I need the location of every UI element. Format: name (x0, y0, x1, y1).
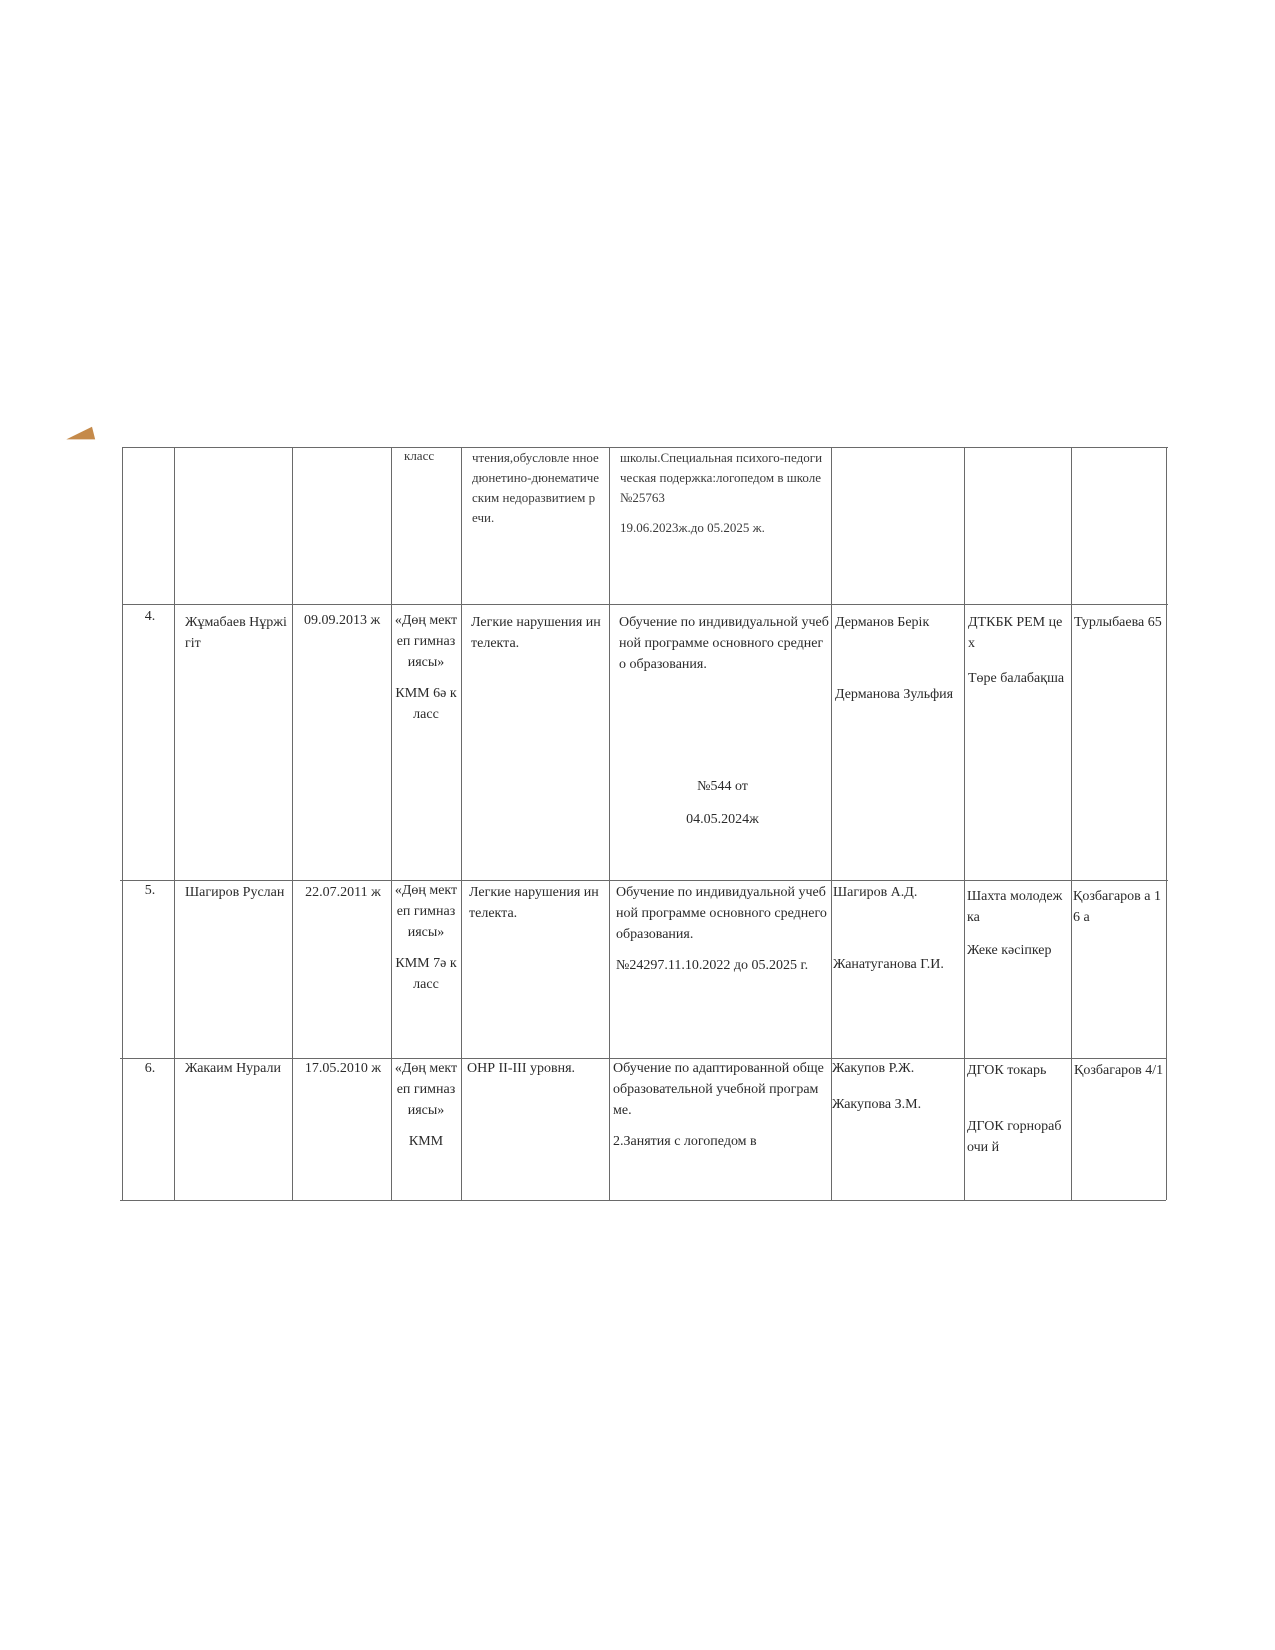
row5-parent2: Жанатуганова Г.И. (833, 957, 944, 972)
row4-parent1: Дерманов Берік (835, 615, 930, 630)
row5-program: Обучение по индивидуальной учебной программе основного среднего образования. №24297.11.10.2022 до 05.2025 г. (616, 885, 827, 973)
row6-parent1: Жакупов Р.Ж. (832, 1061, 915, 1076)
cont-diagnosis: чтения,обусловле нное дюнетино-дюнематическим недоразвитием речи. (472, 450, 600, 525)
row6-work2: ДГОК горнорабочи й (967, 1119, 1062, 1155)
row6-dob: 17.05.2010 ж (304, 1061, 382, 1076)
col-line-6 (831, 447, 832, 1200)
col-line-4 (461, 447, 462, 1200)
row5-school: «Дөң мектеп гимназ иясы» КММ 7ә класс (394, 883, 458, 992)
row4-work2: Төре балабақша (968, 671, 1065, 686)
row4-order: №544 от 04.05.2024ж (686, 779, 759, 827)
row5-parent1: Шагиров А.Д. (833, 885, 918, 900)
row5-address: Қозбагаров а 16 а (1073, 889, 1161, 925)
col-line-5 (609, 447, 610, 1200)
row6-number: 6. (144, 1061, 156, 1076)
row4-work1: ДТКБК РЕМ цех (968, 615, 1063, 651)
col-line-2 (292, 447, 293, 1200)
row-divider-5 (120, 880, 1168, 881)
row4-number: 4. (144, 609, 156, 624)
row4-address: Турлыбаева 65 (1074, 615, 1162, 630)
col-line-1 (174, 447, 175, 1200)
row-divider-4 (122, 604, 1168, 605)
row4-school: «Дөң мектеп гимназ иясы» КММ 6ә класс (394, 613, 458, 722)
row5-dob: 22.07.2011 ж (305, 885, 381, 900)
row5-work1: Шахта молодежка (967, 889, 1063, 925)
row5-name: Шагиров Руслан (185, 885, 285, 900)
row6-school: «Дөң мектеп гимназ иясы» КММ (394, 1061, 458, 1149)
row4-dob: 09.09.2013 ж (304, 613, 381, 628)
col-line-3 (391, 447, 392, 1200)
row5-number: 5. (144, 883, 156, 898)
col-line-7 (964, 447, 965, 1200)
row6-program: Обучение по адаптированной общеобразовательной учебной программе. 2.Занятия с логопедом в (613, 1061, 824, 1149)
row4-name: Жұмабаев Нұржігіт (185, 615, 287, 651)
col-line-0 (122, 447, 123, 1200)
table-border-bottom (120, 1200, 1166, 1201)
row6-name: Жакаим Нурали (185, 1061, 281, 1076)
cont-program: школы.Специальная психого-педогическая подержка:логопедом в школе №25763 19.06.2023ж.до 05.2025 ж. (620, 450, 823, 535)
row6-diagnosis: ОНР II-III уровня. (467, 1061, 576, 1076)
row6-address: Қозбагаров 4/1 (1074, 1063, 1164, 1078)
row5-work2: Жеке кәсіпкер (967, 943, 1052, 958)
col-line-9 (1166, 447, 1167, 1200)
cont-class: класс (404, 448, 435, 463)
col-line-8 (1071, 447, 1072, 1200)
row4-parent2: Дерманова Зульфия (835, 687, 954, 702)
row5-diagnosis: Легкие нарушения интелекта. (469, 885, 599, 921)
row6-work1: ДГОК токарь (967, 1063, 1047, 1078)
row4-diagnosis: Легкие нарушения интелекта. (471, 615, 601, 651)
row4-program: Обучение по индивидуальной учебной программе основного среднего образования. (619, 615, 829, 672)
row6-parent2: Жакупова З.М. (832, 1097, 922, 1112)
